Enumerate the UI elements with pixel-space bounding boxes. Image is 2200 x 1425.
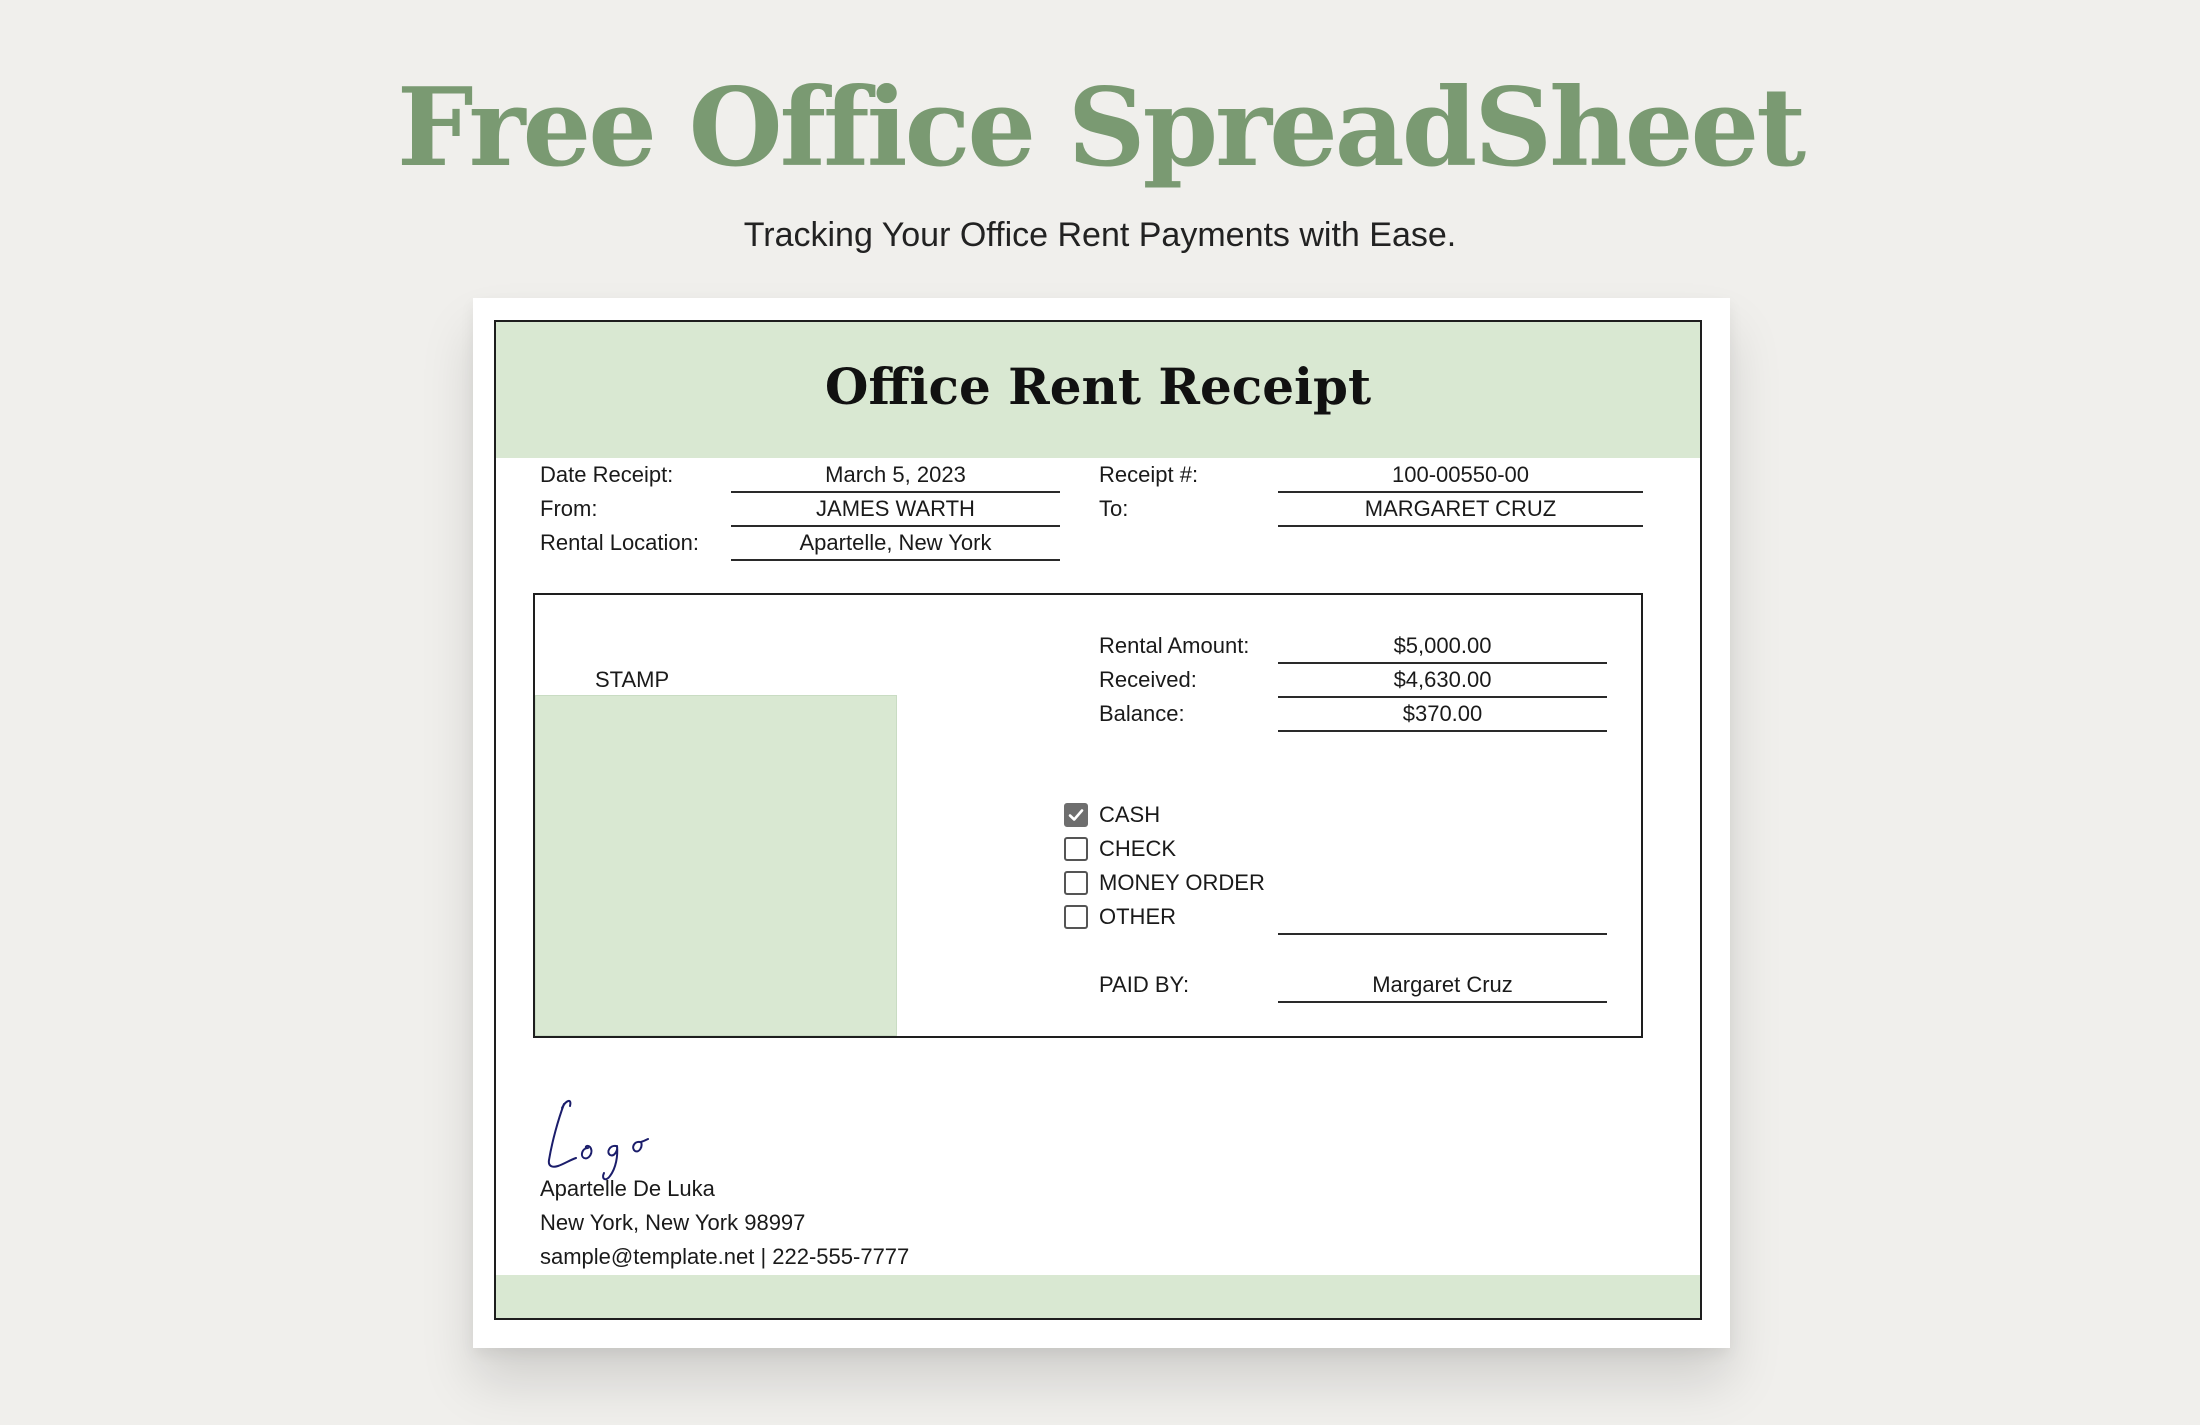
stamp-label: STAMP [595,667,670,692]
location-field[interactable]: Apartelle, New York [731,528,1060,561]
rental-amount-field[interactable]: $5,000.00 [1278,631,1607,664]
other-field[interactable] [1278,902,1607,935]
balance-label: Balance: [1099,701,1185,726]
company-address: New York, New York 98997 [540,1210,806,1235]
company-name: Apartelle De Luka [540,1176,715,1201]
stamp-area [535,695,897,1036]
from-label: From: [540,496,598,521]
cash-label: CASH [1099,802,1161,827]
money-order-label: MONEY ORDER [1099,870,1265,895]
to-field[interactable]: MARGARET CRUZ [1278,494,1643,527]
money-order-checkbox[interactable] [1064,871,1088,895]
location-label: Rental Location: [540,530,699,555]
cash-checkbox[interactable] [1064,803,1088,827]
rental-amount-label: Rental Amount: [1099,633,1250,658]
balance-field[interactable]: $370.00 [1278,699,1607,732]
date-label: Date Receipt: [540,462,674,487]
check-checkbox[interactable] [1064,837,1088,861]
from-field[interactable]: JAMES WARTH [731,494,1060,527]
received-label: Received: [1099,667,1197,692]
checkmark-icon [1066,805,1086,825]
other-label: OTHER [1099,904,1176,929]
paid-by-field[interactable]: Margaret Cruz [1278,970,1607,1003]
check-label: CHECK [1099,836,1177,861]
logo-script-icon [540,1090,670,1185]
receipt-number-field[interactable]: 100-00550-00 [1278,460,1643,493]
page-title: Free Office SpreadSheet [396,65,1804,191]
other-checkbox[interactable] [1064,905,1088,929]
company-contact: sample@template.net | 222-555-7777 [540,1244,910,1269]
receipt-number-label: Receipt #: [1099,462,1199,487]
date-field[interactable]: March 5, 2023 [731,460,1060,493]
received-field[interactable]: $4,630.00 [1278,665,1607,698]
to-label: To: [1099,496,1129,521]
company-logo [540,1090,670,1185]
receipt-title: Office Rent Receipt [824,357,1372,416]
paid-by-label: PAID BY: [1099,972,1190,997]
page-subtitle: Tracking Your Office Rent Payments with Ease. [743,216,1457,254]
